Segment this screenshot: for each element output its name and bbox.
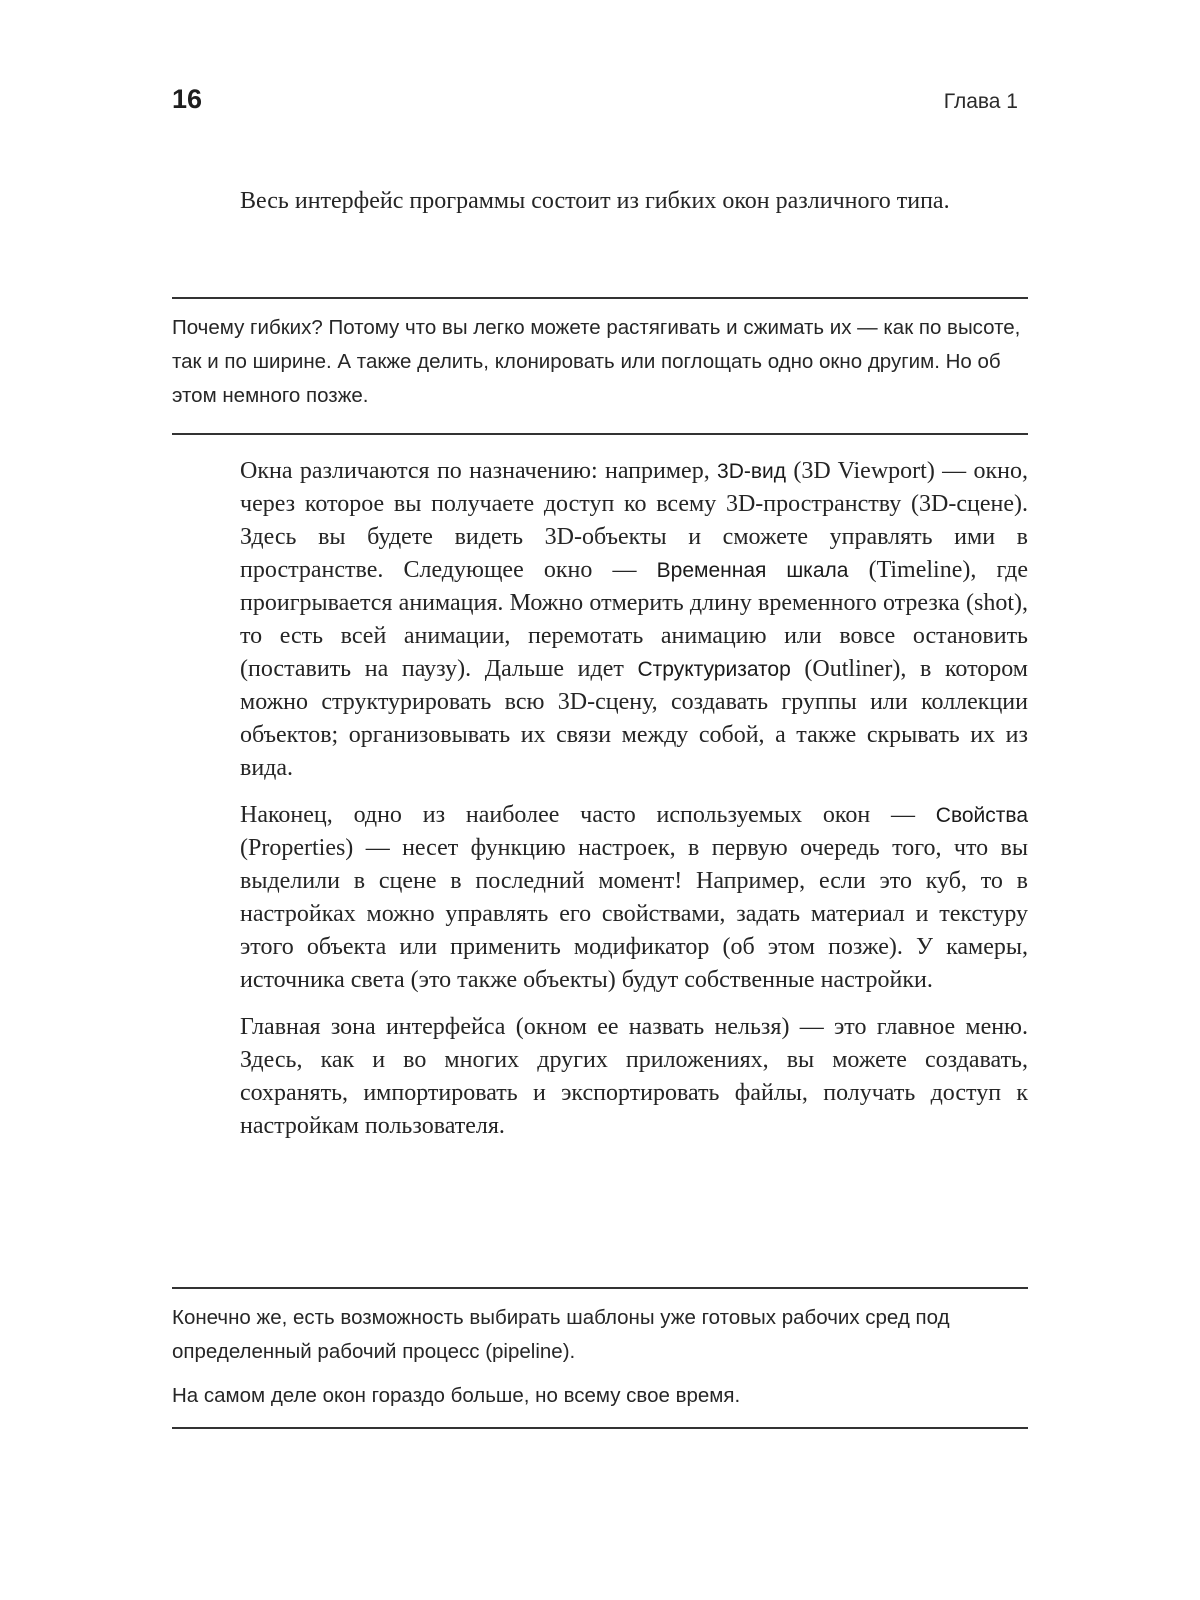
term-timeline: Временная шкала <box>656 559 849 582</box>
text-run: Наконец, одно из наиболее часто используемых окон — <box>240 802 936 828</box>
paragraph-main-menu: Главная зона интерфейса (окном ее назвать нельзя) — это главное меню. Здесь, как и во многих других приложениях, вы можете создавать, сохранять, импортировать и экспортировать файлы, получать доступ к настройкам пользователя. <box>240 1014 1028 1139</box>
callout-text: Почему гибких? Потому что вы легко можете растягивать и сжимать их — как по высоте, так и по ширине. А также делить, клонировать или поглощать одно окно другим. Но об этом немного позже. <box>172 316 1021 407</box>
callout-text-more-windows: На самом деле окон гораздо больше, но всему свое время. <box>172 1384 741 1407</box>
page-number: 16 <box>172 84 203 114</box>
term-properties: Свойства <box>935 804 1028 827</box>
text-run: Окна различаются по назначению: например, <box>240 458 718 484</box>
callout-box-flexible-windows <box>172 297 1028 435</box>
text-run: (3D Viewport) — окно, через которое вы получаете доступ ко всему 3D-пространству (3D-сцене). Здесь вы будете видеть 3D-объекты и сможете управлять ими в пространстве. Следующее окно — <box>240 458 1028 583</box>
text-run: (Properties) — несет функцию настроек, в первую очередь того, что вы выделили в сцене в последний момент! Например, если это куб, то в настройках можно управлять его свойствами, задать материал и текстуру этого объекта или применить модификатор (об этом позже). У камеры, источника света (это также объекты) будут собственные настройки. <box>240 835 1028 993</box>
term-3d-viewport: 3D-вид <box>717 460 787 483</box>
text-run: (Timeline), где проигрывается анимация. Можно отмерить длину временного отрезка (shot), то есть всей анимации, перемотать анимацию или вовсе остановить (поставить на паузу). Дальше идет <box>240 557 1029 682</box>
callout-box-workspaces <box>172 1287 1028 1429</box>
chapter-label: Глава 1 <box>943 90 1018 113</box>
callout-text-workspaces: Конечно же, есть возможность выбирать шаблоны уже готовых рабочих сред под определенный рабочий процесс (pipeline). <box>172 1306 950 1363</box>
paragraph-properties <box>240 799 1028 997</box>
body-text <box>240 455 1028 1157</box>
term-outliner: Структуризатор <box>637 658 791 681</box>
paragraph-window-types <box>240 455 1028 785</box>
intro-paragraph: Весь интерфейс программы состоит из гибких окон различного типа. <box>240 188 950 214</box>
text-run: (Outliner), в котором можно структурировать всю 3D-сцену, создавать группы или коллекции объектов; организовывать их связи между собой, а также скрывать их из вида. <box>240 656 1028 781</box>
